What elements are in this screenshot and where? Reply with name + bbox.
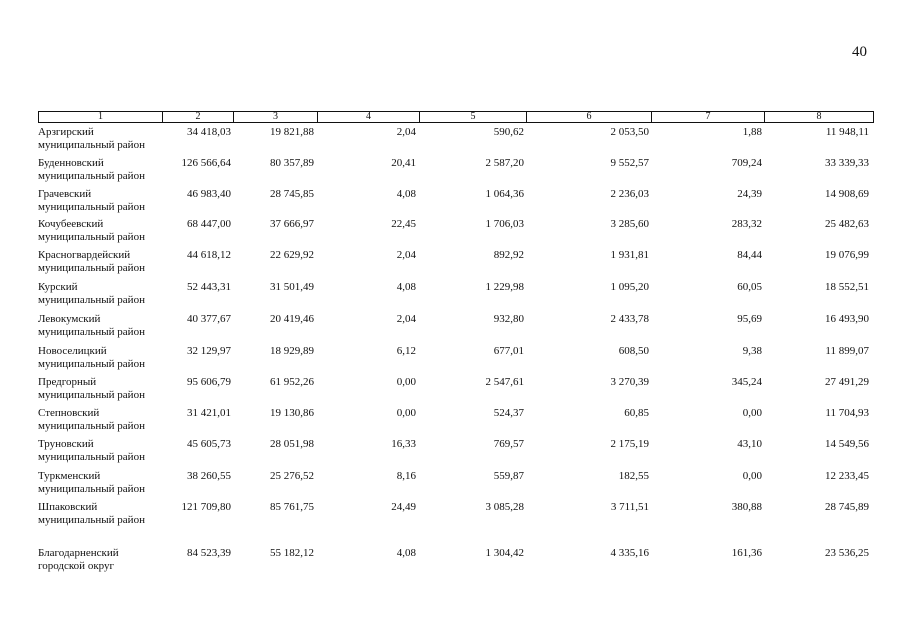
cell-col2: 32 129,97: [187, 345, 231, 357]
cell-col6: 2 433,78: [610, 313, 649, 325]
district-name: Грачевский муниципальный район: [38, 188, 145, 213]
cell-col8: 12 233,45: [825, 470, 869, 482]
table-row: [38, 436, 874, 466]
cell-col8: 11 899,07: [825, 345, 869, 357]
cell-col2: 46 983,40: [187, 188, 231, 200]
district-name: Красногвардейский муниципальный район: [38, 249, 145, 274]
table-row: [38, 311, 874, 341]
table-row: [38, 186, 874, 216]
cell-col2: 52 443,31: [187, 281, 231, 293]
cell-col3: 20 419,46: [270, 313, 314, 325]
cell-col3: 28 051,98: [270, 438, 314, 450]
cell-col5: 1 706,03: [485, 218, 524, 230]
cell-col5: 1 229,98: [485, 281, 524, 293]
cell-col8: 14 549,56: [825, 438, 869, 450]
cell-col6: 2 053,50: [610, 126, 649, 138]
cell-col4: 4,08: [396, 188, 416, 200]
district-name: Туркменский муниципальный район: [38, 470, 145, 495]
cell-col5: 1 064,36: [485, 188, 524, 200]
header-cell: 3: [234, 112, 318, 122]
header-cell: 2: [163, 112, 234, 122]
cell-col8: 23 536,25: [825, 547, 869, 559]
cell-col3: 28 745,85: [270, 188, 314, 200]
header-cell: 1: [39, 112, 163, 122]
cell-col4: 2,04: [396, 126, 416, 138]
cell-col4: 0,00: [396, 376, 416, 388]
cell-col7: 95,69: [737, 313, 762, 325]
cell-col7: 709,24: [731, 157, 762, 169]
cell-col3: 19 821,88: [270, 126, 314, 138]
district-name: Предгорный муниципальный район: [38, 376, 145, 401]
cell-col6: 1 095,20: [610, 281, 649, 293]
cell-col4: 20,41: [391, 157, 416, 169]
header-cell: 4: [318, 112, 420, 122]
cell-col8: 16 493,90: [825, 313, 869, 325]
header-cell: 8: [816, 111, 822, 122]
cell-col2: 95 606,79: [187, 376, 231, 388]
cell-col3: 25 276,52: [270, 470, 314, 482]
cell-col7: 380,88: [731, 501, 762, 513]
cell-col2: 31 421,01: [187, 407, 231, 419]
cell-col5: 590,62: [493, 126, 524, 138]
district-name: Труновский муниципальный район: [38, 438, 145, 463]
cell-col6: 3 285,60: [610, 218, 649, 230]
cell-col4: 6,12: [396, 345, 416, 357]
table-row: [38, 374, 874, 404]
cell-col3: 31 501,49: [270, 281, 314, 293]
cell-col3: 22 629,92: [270, 249, 314, 261]
cell-col2: 126 566,64: [181, 157, 231, 169]
district-name: Кочубеевский муниципальный район: [38, 218, 145, 243]
cell-col7: 24,39: [737, 188, 762, 200]
cell-col8: 28 745,89: [825, 501, 869, 513]
cell-col2: 38 260,55: [187, 470, 231, 482]
page-number: 40: [852, 44, 867, 60]
cell-col5: 2 587,20: [485, 157, 524, 169]
cell-col6: 3 270,39: [610, 376, 649, 388]
cell-col3: 61 952,26: [270, 376, 314, 388]
cell-col3: 18 929,89: [270, 345, 314, 357]
cell-col5: 892,92: [493, 249, 524, 261]
cell-col8: 18 552,51: [825, 281, 869, 293]
cell-col5: 524,37: [493, 407, 524, 419]
cell-col8: 25 482,63: [825, 218, 869, 230]
cell-col7: 0,00: [742, 470, 762, 482]
cell-col4: 2,04: [396, 313, 416, 325]
cell-col5: 932,80: [493, 313, 524, 325]
table-header: [38, 111, 874, 123]
table-row: [38, 216, 874, 246]
cell-col2: 68 447,00: [187, 218, 231, 230]
table-row: [38, 279, 874, 309]
cell-col8: 11 704,93: [825, 407, 869, 419]
cell-col8: 27 491,29: [825, 376, 869, 388]
cell-col8: 11 948,11: [825, 126, 869, 138]
cell-col4: 16,33: [391, 438, 416, 450]
cell-col6: 182,55: [618, 470, 649, 482]
cell-col6: 2 175,19: [610, 438, 649, 450]
cell-col3: 37 666,97: [270, 218, 314, 230]
cell-col2: 34 418,03: [187, 126, 231, 138]
cell-col2: 40 377,67: [187, 313, 231, 325]
cell-col2: 84 523,39: [187, 547, 231, 559]
cell-col8: 19 076,99: [825, 249, 869, 261]
district-name: Курский муниципальный район: [38, 281, 145, 306]
cell-col4: 2,04: [396, 249, 416, 261]
header-cell: 6: [527, 112, 652, 122]
cell-col5: 677,01: [493, 345, 524, 357]
cell-col4: 0,00: [396, 407, 416, 419]
table-row: [38, 124, 874, 154]
cell-col5: 769,57: [493, 438, 524, 450]
cell-col7: 345,24: [731, 376, 762, 388]
cell-col6: 2 236,03: [610, 188, 649, 200]
cell-col7: 161,36: [731, 547, 762, 559]
cell-col6: 60,85: [624, 407, 649, 419]
cell-col6: 3 711,51: [610, 501, 649, 513]
cell-col2: 121 709,80: [181, 501, 231, 513]
table-row: [38, 155, 874, 185]
cell-col4: 22,45: [391, 218, 416, 230]
district-name: Новоселицкий муниципальный район: [38, 345, 145, 370]
cell-col3: 85 761,75: [270, 501, 314, 513]
table-row: [38, 405, 874, 435]
cell-col3: 19 130,86: [270, 407, 314, 419]
table-row: [38, 468, 874, 498]
cell-col7: 43,10: [737, 438, 762, 450]
district-name: Арзгирский муниципальный район: [38, 126, 145, 151]
cell-col5: 3 085,28: [485, 501, 524, 513]
cell-col4: 8,16: [396, 470, 416, 482]
cell-col7: 84,44: [737, 249, 762, 261]
cell-col3: 80 357,89: [270, 157, 314, 169]
table-row: [38, 343, 874, 373]
cell-col5: 2 547,61: [485, 376, 524, 388]
cell-col7: 0,00: [742, 407, 762, 419]
table-row: [38, 545, 874, 575]
cell-col6: 4 335,16: [610, 547, 649, 559]
cell-col5: 559,87: [493, 470, 524, 482]
district-name: Буденновский муниципальный район: [38, 157, 145, 182]
cell-col8: 33 339,33: [825, 157, 869, 169]
cell-col6: 608,50: [618, 345, 649, 357]
cell-col7: 60,05: [737, 281, 762, 293]
cell-col3: 55 182,12: [270, 547, 314, 559]
cell-col7: 1,88: [742, 126, 762, 138]
cell-col5: 1 304,42: [485, 547, 524, 559]
district-name: Степновский муниципальный район: [38, 407, 145, 432]
cell-col7: 9,38: [742, 345, 762, 357]
table-row: [38, 247, 874, 277]
header-cell: 7: [652, 112, 765, 122]
cell-col4: 24,49: [391, 501, 416, 513]
district-name: Левокумский муниципальный район: [38, 313, 145, 338]
district-name: Шпаковский муниципальный район: [38, 501, 145, 526]
header-cell: 5: [420, 112, 527, 122]
cell-col6: 1 931,81: [610, 249, 649, 261]
cell-col4: 4,08: [396, 281, 416, 293]
cell-col7: 283,32: [731, 218, 762, 230]
cell-col2: 44 618,12: [187, 249, 231, 261]
cell-col4: 4,08: [396, 547, 416, 559]
district-name: Благодарненский городской округ: [38, 547, 119, 572]
table-row: [38, 499, 874, 529]
cell-col6: 9 552,57: [610, 157, 649, 169]
cell-col8: 14 908,69: [825, 188, 869, 200]
cell-col2: 45 605,73: [187, 438, 231, 450]
